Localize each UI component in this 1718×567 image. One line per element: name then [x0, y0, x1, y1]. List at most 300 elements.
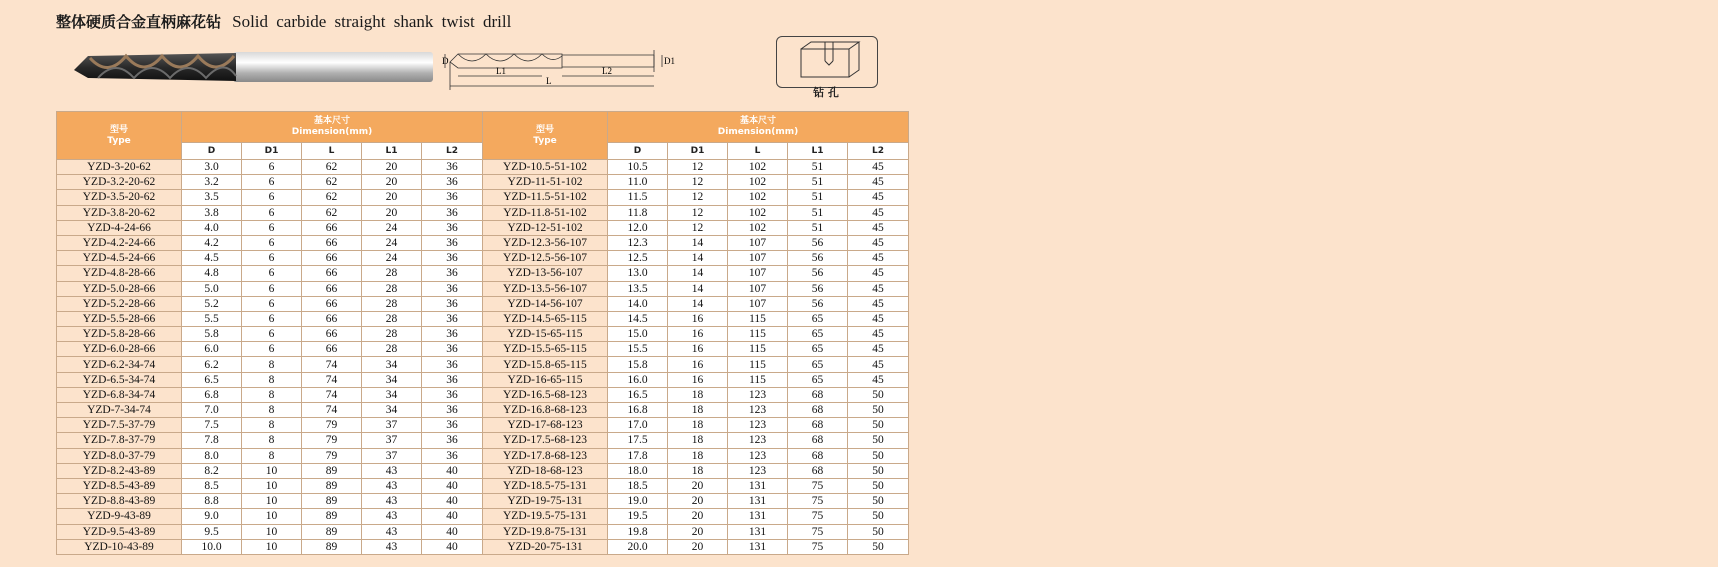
cell-right-type: YZD-11.8-51-102 [483, 205, 608, 220]
cell-left-l: 74 [302, 372, 362, 387]
diagram-label-d: D [442, 56, 449, 66]
cell-right-l2: 50 [848, 494, 909, 509]
page-title [56, 11, 511, 32]
cell-left-type: YZD-8.5-43-89 [57, 478, 182, 493]
cell-left-l1: 24 [362, 220, 422, 235]
cell-right-type: YZD-14.5-65-115 [483, 311, 608, 326]
drill-dimension-diagram [442, 46, 732, 96]
cell-right-d1: 20 [668, 524, 728, 539]
cell-left-l: 62 [302, 205, 362, 220]
cell-left-type: YZD-4-24-66 [57, 220, 182, 235]
table-row [57, 494, 909, 509]
cell-right-l2: 45 [848, 190, 909, 205]
cell-left-d: 9.0 [182, 509, 242, 524]
cell-right-l2: 50 [848, 387, 909, 402]
cell-right-d: 12.5 [608, 251, 668, 266]
cell-left-type: YZD-7-34-74 [57, 403, 182, 418]
cell-left-d1: 6 [242, 311, 302, 326]
cell-left-type: YZD-6.0-28-66 [57, 342, 182, 357]
table-row [57, 296, 909, 311]
cell-left-d1: 8 [242, 433, 302, 448]
table-row [57, 433, 909, 448]
cell-right-l1: 56 [788, 296, 848, 311]
cell-left-d: 5.2 [182, 296, 242, 311]
cell-right-type: YZD-16.8-68-123 [483, 403, 608, 418]
cell-left-l: 66 [302, 220, 362, 235]
cell-right-d1: 14 [668, 281, 728, 296]
column-header-l2: L2 [848, 143, 909, 160]
column-header-l2: L2 [422, 143, 483, 160]
cell-left-l1: 28 [362, 327, 422, 342]
cell-left-d1: 8 [242, 448, 302, 463]
cell-left-d1: 10 [242, 509, 302, 524]
cell-right-d1: 18 [668, 387, 728, 402]
cell-right-type: YZD-19-75-131 [483, 494, 608, 509]
cell-right-l1: 68 [788, 433, 848, 448]
cell-right-l2: 50 [848, 509, 909, 524]
cell-left-l2: 36 [422, 372, 483, 387]
cell-right-d1: 18 [668, 433, 728, 448]
cell-right-d: 11.5 [608, 190, 668, 205]
type-header-cn: 型号 [535, 124, 554, 135]
cell-right-l: 131 [728, 524, 788, 539]
cell-right-type: YZD-14-56-107 [483, 296, 608, 311]
cell-right-d: 13.0 [608, 266, 668, 281]
cell-right-l: 123 [728, 387, 788, 402]
cell-left-type: YZD-7.5-37-79 [57, 418, 182, 433]
cell-left-type: YZD-5.0-28-66 [57, 281, 182, 296]
cell-left-d1: 10 [242, 494, 302, 509]
cell-right-type: YZD-12.3-56-107 [483, 235, 608, 250]
cell-left-l: 74 [302, 403, 362, 418]
cell-right-d1: 16 [668, 372, 728, 387]
cell-left-d1: 6 [242, 160, 302, 175]
cell-left-l1: 28 [362, 311, 422, 326]
cell-left-l1: 34 [362, 357, 422, 372]
cell-left-l2: 36 [422, 403, 483, 418]
cell-right-l: 115 [728, 311, 788, 326]
cell-left-l2: 36 [422, 220, 483, 235]
cell-right-l2: 50 [848, 463, 909, 478]
cell-right-l2: 45 [848, 357, 909, 372]
cell-left-l: 66 [302, 342, 362, 357]
cell-left-type: YZD-10-43-89 [57, 539, 182, 554]
table-row [57, 372, 909, 387]
table-row [57, 266, 909, 281]
cell-left-l: 62 [302, 175, 362, 190]
cell-left-type: YZD-3.5-20-62 [57, 190, 182, 205]
cell-left-l2: 36 [422, 296, 483, 311]
drill-photo-image [68, 48, 438, 86]
cell-left-l: 79 [302, 418, 362, 433]
cell-right-type: YZD-20-75-131 [483, 539, 608, 554]
column-header-d: D [608, 143, 668, 160]
cell-right-l1: 56 [788, 235, 848, 250]
table-row [57, 387, 909, 402]
cell-left-l2: 36 [422, 160, 483, 175]
cell-right-l: 123 [728, 463, 788, 478]
cell-left-d: 8.0 [182, 448, 242, 463]
cell-left-d1: 6 [242, 190, 302, 205]
cell-right-l1: 56 [788, 251, 848, 266]
cell-left-type: YZD-8.8-43-89 [57, 494, 182, 509]
table-row [57, 539, 909, 554]
cell-left-d: 4.8 [182, 266, 242, 281]
cell-left-type: YZD-8.2-43-89 [57, 463, 182, 478]
cell-right-d1: 16 [668, 327, 728, 342]
cell-left-l1: 43 [362, 524, 422, 539]
table-row [57, 403, 909, 418]
cell-right-d: 19.0 [608, 494, 668, 509]
cell-right-type: YZD-19.5-75-131 [483, 509, 608, 524]
table-row [57, 160, 909, 175]
cell-left-d1: 10 [242, 539, 302, 554]
cell-left-type: YZD-5.5-28-66 [57, 311, 182, 326]
cell-left-l: 89 [302, 539, 362, 554]
column-header-l: L [728, 143, 788, 160]
cell-left-l1: 43 [362, 509, 422, 524]
cell-left-d: 4.5 [182, 251, 242, 266]
cell-left-l1: 20 [362, 190, 422, 205]
table-row [57, 357, 909, 372]
cell-left-d: 3.2 [182, 175, 242, 190]
cell-left-type: YZD-8.0-37-79 [57, 448, 182, 463]
table-row [57, 342, 909, 357]
cell-right-d: 16.0 [608, 372, 668, 387]
cell-right-l: 131 [728, 509, 788, 524]
type-header-left [57, 112, 182, 160]
cell-right-l2: 45 [848, 327, 909, 342]
cell-right-d: 15.5 [608, 342, 668, 357]
cell-left-l: 62 [302, 190, 362, 205]
cell-left-type: YZD-5.2-28-66 [57, 296, 182, 311]
cell-right-l2: 45 [848, 281, 909, 296]
cell-right-d: 16.5 [608, 387, 668, 402]
cell-left-l1: 24 [362, 251, 422, 266]
cell-left-d: 7.5 [182, 418, 242, 433]
cell-left-l: 62 [302, 160, 362, 175]
cell-left-l2: 36 [422, 387, 483, 402]
cell-left-d: 5.0 [182, 281, 242, 296]
cell-right-l: 115 [728, 327, 788, 342]
cell-left-type: YZD-4.5-24-66 [57, 251, 182, 266]
cell-left-d1: 10 [242, 463, 302, 478]
cell-right-type: YZD-17-68-123 [483, 418, 608, 433]
cell-right-l2: 50 [848, 433, 909, 448]
cell-right-l2: 45 [848, 175, 909, 190]
cell-right-l2: 45 [848, 342, 909, 357]
column-header-l: L [302, 143, 362, 160]
cell-left-l1: 43 [362, 478, 422, 493]
cell-left-d: 5.8 [182, 327, 242, 342]
cell-right-l2: 45 [848, 266, 909, 281]
cell-right-d: 14.0 [608, 296, 668, 311]
cell-right-d1: 14 [668, 251, 728, 266]
table-row [57, 478, 909, 493]
cell-left-l2: 36 [422, 190, 483, 205]
cell-right-l: 131 [728, 539, 788, 554]
cell-left-l1: 43 [362, 539, 422, 554]
cell-right-d1: 20 [668, 509, 728, 524]
cell-left-d: 8.8 [182, 494, 242, 509]
column-header-l1: L1 [788, 143, 848, 160]
cell-right-l1: 75 [788, 524, 848, 539]
cell-right-l1: 68 [788, 403, 848, 418]
cell-left-l1: 43 [362, 463, 422, 478]
cell-left-l: 66 [302, 251, 362, 266]
cell-left-d: 3.5 [182, 190, 242, 205]
cell-left-type: YZD-3.2-20-62 [57, 175, 182, 190]
cell-left-d: 6.8 [182, 387, 242, 402]
cell-right-l2: 50 [848, 448, 909, 463]
cell-left-l2: 36 [422, 327, 483, 342]
cell-right-d1: 16 [668, 311, 728, 326]
table-row [57, 463, 909, 478]
cell-left-l2: 36 [422, 311, 483, 326]
cell-left-d1: 8 [242, 357, 302, 372]
cell-right-d1: 18 [668, 418, 728, 433]
cell-left-d1: 6 [242, 175, 302, 190]
cell-right-l: 123 [728, 433, 788, 448]
cell-left-d: 6.5 [182, 372, 242, 387]
specification-table [56, 111, 909, 555]
cell-right-d: 10.5 [608, 160, 668, 175]
cell-right-l1: 75 [788, 494, 848, 509]
table-row [57, 220, 909, 235]
cell-left-d: 3.0 [182, 160, 242, 175]
cell-left-l1: 34 [362, 372, 422, 387]
cell-left-l1: 37 [362, 433, 422, 448]
cell-left-l1: 34 [362, 403, 422, 418]
cell-left-d1: 6 [242, 342, 302, 357]
cell-right-d1: 12 [668, 175, 728, 190]
cell-left-l2: 36 [422, 281, 483, 296]
cell-left-d1: 6 [242, 220, 302, 235]
cell-right-d1: 20 [668, 539, 728, 554]
cell-left-l1: 34 [362, 387, 422, 402]
cell-right-l1: 65 [788, 342, 848, 357]
cell-left-type: YZD-6.5-34-74 [57, 372, 182, 387]
cell-right-l1: 75 [788, 478, 848, 493]
cell-left-d1: 6 [242, 251, 302, 266]
cell-left-l2: 40 [422, 509, 483, 524]
cell-left-type: YZD-4.2-24-66 [57, 235, 182, 250]
cell-left-d1: 8 [242, 418, 302, 433]
table-row [57, 175, 909, 190]
table-row [57, 251, 909, 266]
cell-right-d: 19.8 [608, 524, 668, 539]
cell-right-l: 115 [728, 357, 788, 372]
table-row [57, 311, 909, 326]
cell-left-l2: 40 [422, 539, 483, 554]
cell-right-d: 16.8 [608, 403, 668, 418]
cell-right-l1: 68 [788, 418, 848, 433]
column-header-d: D [182, 143, 242, 160]
cell-right-l2: 50 [848, 403, 909, 418]
table-row [57, 190, 909, 205]
column-header-l1: L1 [362, 143, 422, 160]
cell-right-type: YZD-15-65-115 [483, 327, 608, 342]
cell-left-d1: 8 [242, 387, 302, 402]
cell-right-d1: 12 [668, 190, 728, 205]
cell-right-l: 115 [728, 342, 788, 357]
cell-right-type: YZD-17.8-68-123 [483, 448, 608, 463]
cell-left-d: 4.0 [182, 220, 242, 235]
cell-left-l1: 28 [362, 281, 422, 296]
cell-right-l: 102 [728, 160, 788, 175]
cell-right-d1: 16 [668, 357, 728, 372]
cell-right-type: YZD-19.8-75-131 [483, 524, 608, 539]
cell-right-l1: 65 [788, 372, 848, 387]
cell-right-l2: 45 [848, 372, 909, 387]
cell-left-l1: 28 [362, 266, 422, 281]
cell-right-l2: 45 [848, 296, 909, 311]
type-header-cn: 型号 [109, 124, 128, 135]
type-header-right [483, 112, 608, 160]
diagram-label-l1: L1 [496, 66, 506, 76]
cell-right-l1: 68 [788, 463, 848, 478]
cell-right-l: 102 [728, 220, 788, 235]
cell-right-d: 13.5 [608, 281, 668, 296]
cell-left-l2: 36 [422, 418, 483, 433]
dimension-header-cn: 基本尺寸 [739, 116, 776, 126]
cell-left-l2: 36 [422, 342, 483, 357]
cell-right-d1: 14 [668, 296, 728, 311]
cell-right-l1: 68 [788, 448, 848, 463]
cell-right-l1: 75 [788, 539, 848, 554]
cell-left-type: YZD-3.8-20-62 [57, 205, 182, 220]
cell-right-d: 15.0 [608, 327, 668, 342]
cell-left-l2: 40 [422, 494, 483, 509]
cell-left-l2: 36 [422, 175, 483, 190]
cell-left-d1: 10 [242, 524, 302, 539]
cell-right-d1: 12 [668, 160, 728, 175]
cell-right-l2: 45 [848, 235, 909, 250]
cell-right-l2: 50 [848, 418, 909, 433]
cell-right-d: 12.3 [608, 235, 668, 250]
cell-right-l1: 51 [788, 220, 848, 235]
cell-right-d1: 12 [668, 205, 728, 220]
cell-left-l1: 20 [362, 205, 422, 220]
cell-right-d1: 14 [668, 266, 728, 281]
cell-left-d1: 6 [242, 327, 302, 342]
cell-right-l1: 65 [788, 311, 848, 326]
dimension-header-cn: 基本尺寸 [313, 116, 350, 126]
table-row [57, 448, 909, 463]
cell-left-d: 8.2 [182, 463, 242, 478]
cell-right-d1: 18 [668, 403, 728, 418]
cell-right-d: 17.8 [608, 448, 668, 463]
cell-left-l1: 20 [362, 175, 422, 190]
drill-hole-label: 钻 孔 [813, 86, 839, 99]
title-chinese: 整体硬质合金直柄麻花钻 [56, 13, 222, 31]
cell-left-type: YZD-5.8-28-66 [57, 327, 182, 342]
cell-left-l: 74 [302, 357, 362, 372]
cell-right-d: 11.0 [608, 175, 668, 190]
cell-left-l2: 36 [422, 357, 483, 372]
cell-right-l: 107 [728, 266, 788, 281]
cell-right-l2: 45 [848, 160, 909, 175]
cell-left-d: 8.5 [182, 478, 242, 493]
cell-right-l: 123 [728, 403, 788, 418]
cell-right-d1: 12 [668, 220, 728, 235]
cell-left-d1: 8 [242, 372, 302, 387]
cell-left-l2: 36 [422, 235, 483, 250]
cell-left-d1: 6 [242, 296, 302, 311]
cell-right-type: YZD-18.5-75-131 [483, 478, 608, 493]
cell-left-l2: 40 [422, 478, 483, 493]
cell-right-l1: 56 [788, 266, 848, 281]
cell-left-l: 66 [302, 296, 362, 311]
cell-right-d: 17.0 [608, 418, 668, 433]
table-row [57, 235, 909, 250]
cell-right-l: 102 [728, 205, 788, 220]
cell-right-l2: 45 [848, 251, 909, 266]
cell-left-l2: 36 [422, 433, 483, 448]
cell-right-l2: 45 [848, 220, 909, 235]
cell-right-l2: 45 [848, 311, 909, 326]
cell-left-d1: 6 [242, 205, 302, 220]
cell-left-l: 79 [302, 433, 362, 448]
diagram-label-l2: L2 [602, 66, 612, 76]
type-header-en: Type [533, 135, 557, 146]
cell-right-type: YZD-13.5-56-107 [483, 281, 608, 296]
cell-right-d1: 20 [668, 478, 728, 493]
cell-right-l1: 51 [788, 160, 848, 175]
cell-right-d1: 14 [668, 235, 728, 250]
cell-left-l2: 36 [422, 205, 483, 220]
cell-right-l: 107 [728, 281, 788, 296]
cell-right-l: 131 [728, 478, 788, 493]
cell-right-l: 123 [728, 448, 788, 463]
cell-right-d: 19.5 [608, 509, 668, 524]
cell-left-type: YZD-6.8-34-74 [57, 387, 182, 402]
cell-left-l: 66 [302, 327, 362, 342]
cell-right-d1: 18 [668, 463, 728, 478]
cell-right-l2: 50 [848, 524, 909, 539]
cell-left-l1: 28 [362, 296, 422, 311]
diagram-label-l: L [546, 76, 552, 86]
cell-left-d: 6.2 [182, 357, 242, 372]
cell-right-type: YZD-12-51-102 [483, 220, 608, 235]
cell-left-d1: 8 [242, 403, 302, 418]
cell-left-d1: 10 [242, 478, 302, 493]
table-row [57, 281, 909, 296]
cell-left-l: 79 [302, 448, 362, 463]
cell-right-l: 115 [728, 372, 788, 387]
cell-left-d: 7.8 [182, 433, 242, 448]
cell-right-l2: 50 [848, 539, 909, 554]
cell-right-d: 17.5 [608, 433, 668, 448]
cell-right-type: YZD-18-68-123 [483, 463, 608, 478]
table-row [57, 327, 909, 342]
cell-right-type: YZD-16.5-68-123 [483, 387, 608, 402]
column-header-d1: D1 [668, 143, 728, 160]
cell-left-type: YZD-9-43-89 [57, 509, 182, 524]
cell-right-type: YZD-12.5-56-107 [483, 251, 608, 266]
cell-left-l2: 36 [422, 448, 483, 463]
cell-right-l1: 68 [788, 387, 848, 402]
cell-right-type: YZD-11-51-102 [483, 175, 608, 190]
cell-right-d: 18.5 [608, 478, 668, 493]
cell-left-d: 7.0 [182, 403, 242, 418]
cell-left-l2: 40 [422, 524, 483, 539]
cell-left-l: 66 [302, 311, 362, 326]
cell-left-d: 4.2 [182, 235, 242, 250]
cell-left-l: 74 [302, 387, 362, 402]
cell-left-d: 6.0 [182, 342, 242, 357]
table-row [57, 524, 909, 539]
